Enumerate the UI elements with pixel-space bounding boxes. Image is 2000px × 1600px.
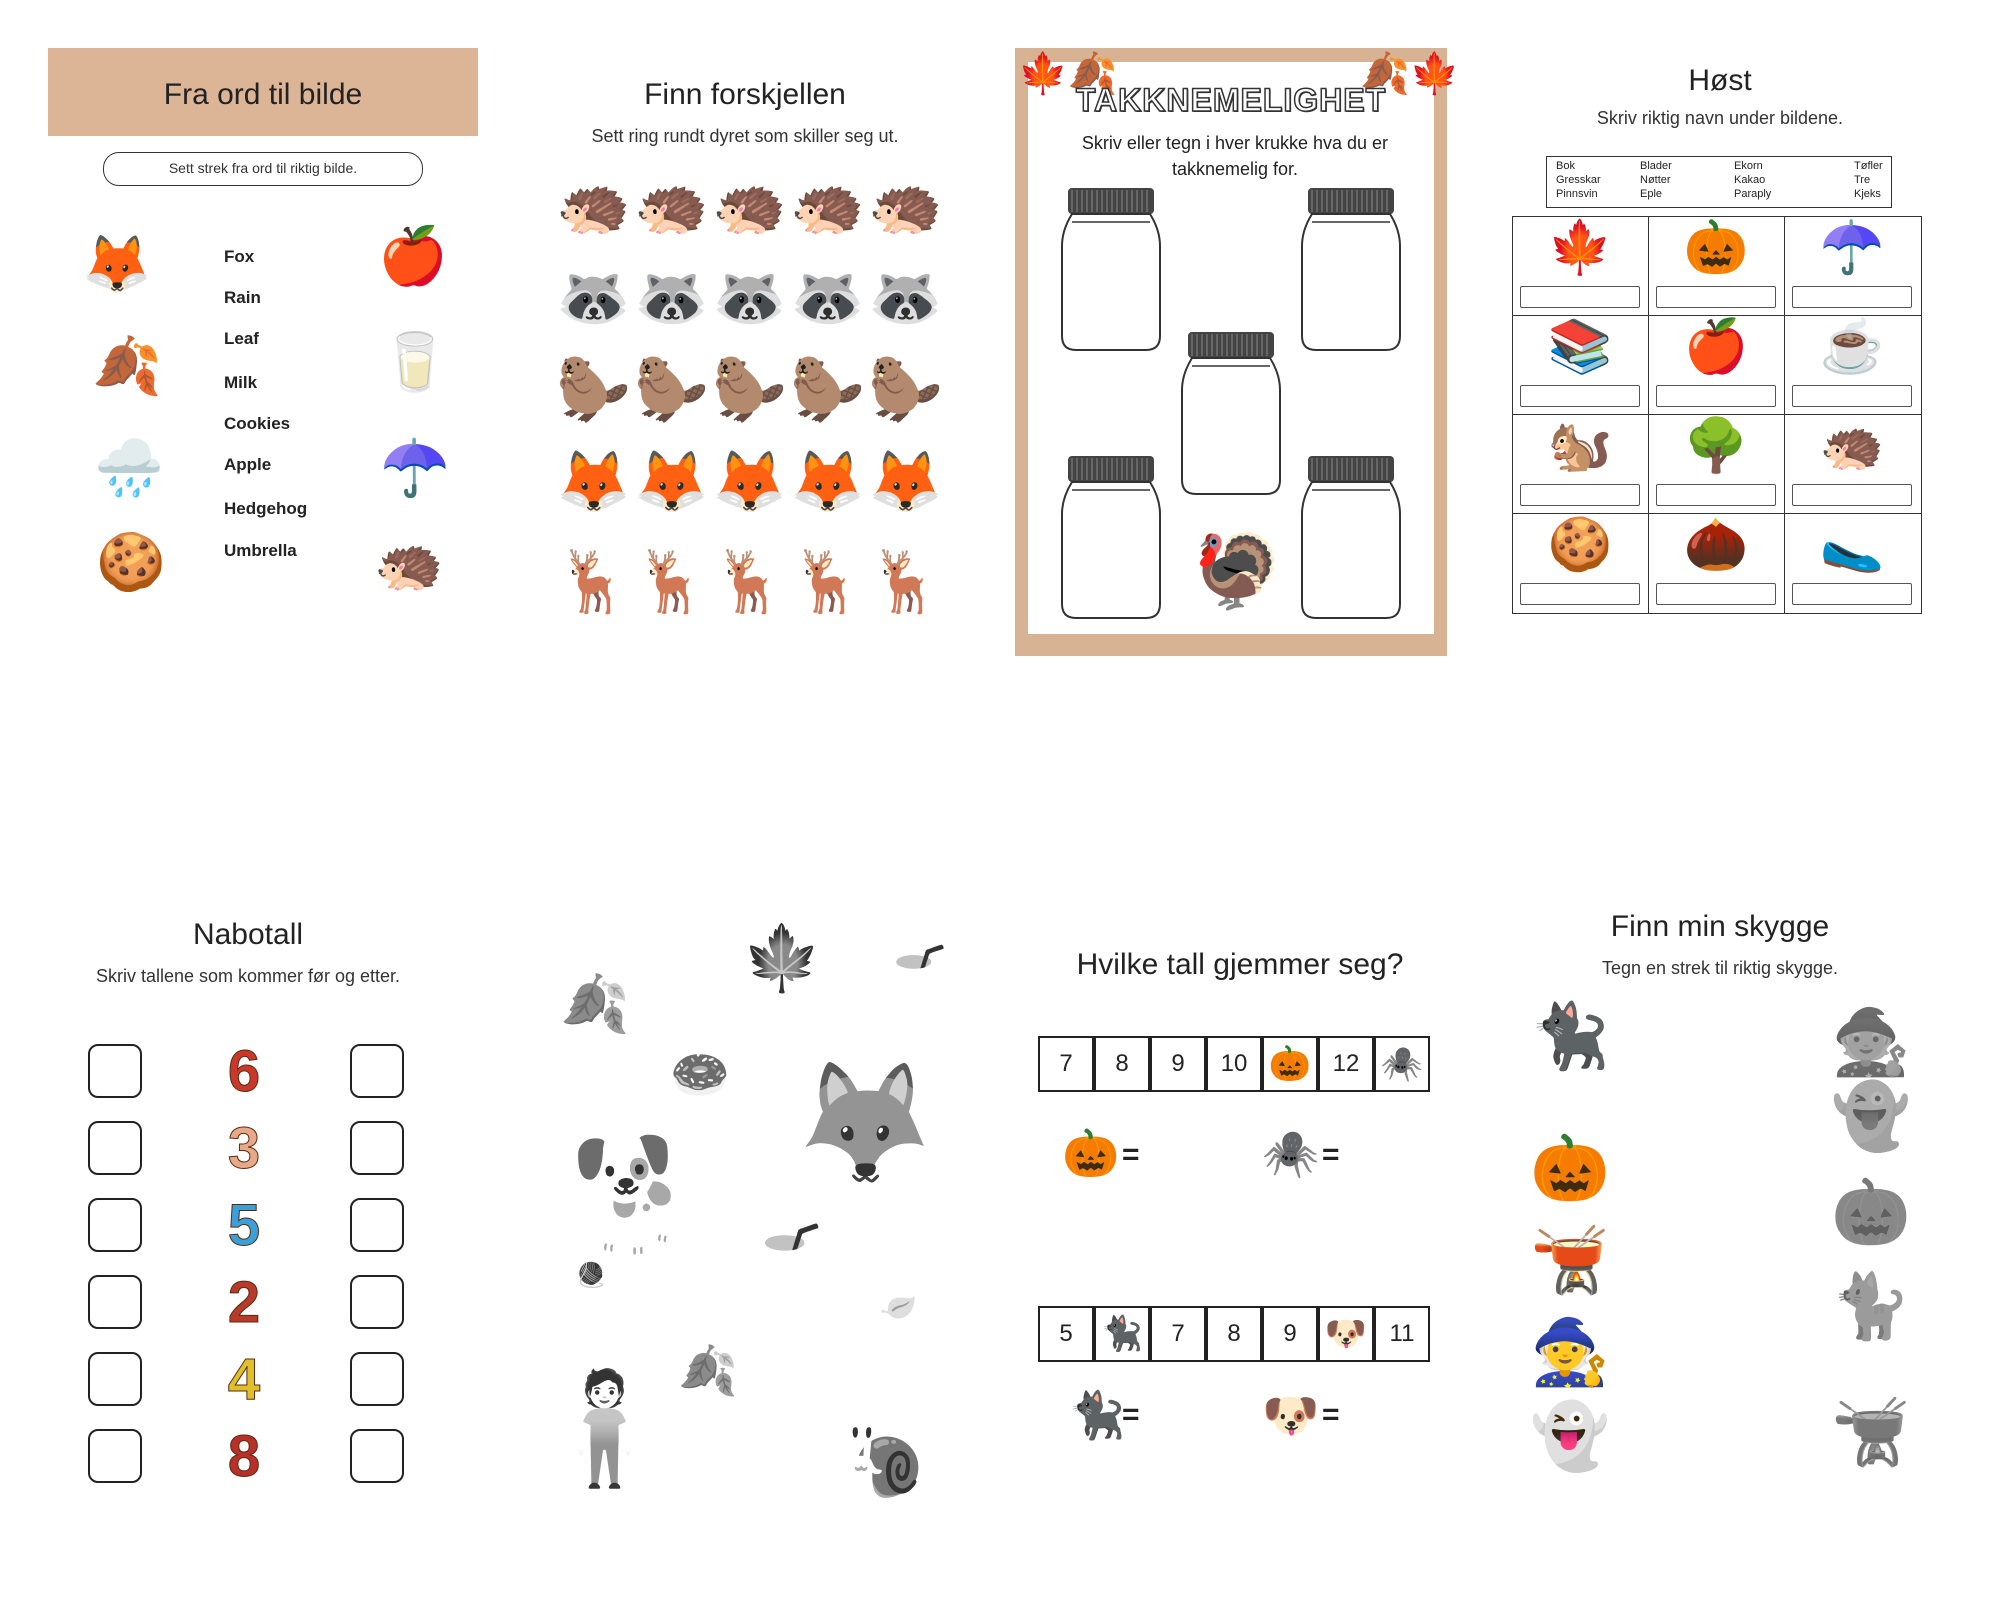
- coloring-sketch-icon: 🧍: [536, 1367, 673, 1490]
- fox-icon: 🦊: [82, 232, 152, 295]
- host-name-field: [1656, 385, 1776, 407]
- host-picture-icon: 🌰: [1683, 516, 1749, 574]
- word-umbrella: Umbrella: [224, 541, 297, 560]
- silhouette-icon: 🐈: [1831, 1270, 1911, 1342]
- ws2-animal-icon: 🦊: [634, 448, 709, 515]
- ws8-instruction: Tegn en strek til riktig skygge.: [1601, 958, 1839, 978]
- coloring-sketch-icon: 🥤: [874, 944, 954, 1016]
- eq1-equals-a: =: [1122, 1138, 1140, 1171]
- ws1-title: Fra ord til bilde: [163, 78, 363, 111]
- ws2-animal-icon: 🦫: [868, 356, 943, 423]
- ws2-animal-icon: 🦌: [634, 548, 709, 615]
- word-milk: Milk: [224, 373, 258, 392]
- ws2-animal-icon: 🦝: [790, 264, 865, 331]
- ws2-animal-icon: 🦊: [556, 448, 631, 515]
- coloring-sketch-icon: 🐌: [834, 1423, 934, 1512]
- before-answer-box: [88, 1044, 142, 1098]
- ws2-animal-icon: 🦝: [556, 264, 631, 331]
- umbrella-icon: ☂️: [380, 436, 450, 499]
- number-cell: 5: [1038, 1306, 1094, 1362]
- spider-eq-icon: 🕷️: [1262, 1127, 1320, 1179]
- ws2-animal-icon: 🦫: [556, 356, 631, 423]
- number-cell: 🐈‍⬛: [1094, 1306, 1150, 1362]
- halloween-item-icon: 🐈‍⬛: [1530, 1000, 1610, 1072]
- host-picture-icon: ☕: [1819, 318, 1885, 376]
- word-cookies: Cookies: [224, 414, 291, 433]
- ws2-animal-icon: 🦊: [712, 448, 787, 515]
- number-cell: 10: [1206, 1036, 1262, 1092]
- leafy-number: 8: [227, 1424, 261, 1489]
- ws2-instruction: Sett ring rundt dyret som skiller seg ut.: [591, 126, 899, 146]
- dog-eq-icon: 🐶: [1262, 1389, 1320, 1441]
- after-answer-box: [350, 1044, 404, 1098]
- word-leaf: Leaf: [224, 329, 259, 348]
- host-picture-icon: 🐿️: [1547, 417, 1613, 475]
- number-cell: 🕷️: [1374, 1036, 1430, 1092]
- word-apple: Apple: [224, 455, 272, 474]
- before-answer-box: [88, 1352, 142, 1406]
- ws2-animal-icon: 🦫: [634, 356, 709, 423]
- number-cell: 9: [1262, 1306, 1318, 1362]
- host-name-field: [1520, 484, 1640, 506]
- halloween-item-icon: 🎃: [1530, 1132, 1610, 1204]
- host-name-field: [1520, 385, 1640, 407]
- word-hedgehog: Hedgehog: [224, 499, 308, 518]
- cat-eq-icon: 🐈‍⬛: [1068, 1389, 1126, 1441]
- eq2-equals-a: =: [1122, 1398, 1140, 1431]
- coloring-sketch-icon: 🐕: [570, 1133, 707, 1256]
- wordbank-word: Eple: [1640, 188, 1663, 200]
- before-answer-box: [88, 1121, 142, 1175]
- before-answer-box: [88, 1275, 142, 1329]
- ws4-instruction: Skriv riktig navn under bildene.: [1596, 108, 1844, 128]
- jar-outline: [1058, 186, 1164, 354]
- wordbank-word: Tre: [1854, 174, 1871, 186]
- ws2-animal-icon: 🦔: [790, 172, 865, 239]
- coloring-sketch-icon: 🍂: [678, 1345, 738, 1398]
- after-answer-box: [350, 1429, 404, 1483]
- turkey-icon: 🦃: [1192, 532, 1282, 612]
- wordbank-word: Kjeks: [1854, 188, 1881, 200]
- ws2-animal-icon: 🦌: [868, 548, 943, 615]
- wordbank-word: Ekorn: [1734, 160, 1763, 172]
- coloring-sketch-icon: 🍂: [560, 972, 630, 1035]
- ws2-animal-icon: 🦔: [556, 172, 631, 239]
- jar-outline: [1058, 454, 1164, 622]
- coloring-sketch-icon: 🥤: [740, 1224, 830, 1304]
- ws8-title: Finn min skygge: [1610, 910, 1830, 943]
- ws2-animal-icon: 🦫: [712, 356, 787, 423]
- host-picture-icon: 🍪: [1547, 516, 1613, 574]
- ws2-animal-icon: 🦌: [556, 548, 631, 615]
- ws4-title: Høst: [1688, 64, 1752, 97]
- number-cell: 7: [1038, 1036, 1094, 1092]
- leafy-number: 4: [227, 1347, 261, 1412]
- eq2-equals-b: =: [1322, 1398, 1340, 1431]
- ws2-animal-icon: 🦝: [712, 264, 787, 331]
- number-cell: 7: [1150, 1306, 1206, 1362]
- host-picture-icon: ☂️: [1819, 219, 1885, 277]
- number-cell: 🐶: [1318, 1306, 1374, 1362]
- ws2-animal-icon: 🦌: [712, 548, 787, 615]
- ws2-animal-icon: 🦫: [790, 356, 865, 423]
- wordbank-word: Paraply: [1734, 188, 1772, 200]
- coloring-sketch-icon: 🧶: [576, 1262, 606, 1289]
- host-name-field: [1656, 583, 1776, 605]
- jar-outline: [1178, 330, 1284, 498]
- ws3-title: TAKKNEMELIGHET: [1075, 82, 1387, 118]
- silhouette-icon: 🫕: [1831, 1396, 1911, 1468]
- coloring-sketch-icon: 🍃: [870, 1267, 928, 1319]
- ws2-title: Finn forskjellen: [644, 78, 846, 111]
- leaves-right-icon: 🍂🍁: [1360, 52, 1460, 96]
- wordbank-word: Pinnsvin: [1556, 188, 1598, 200]
- number-cell: 8: [1094, 1036, 1150, 1092]
- cookies-icon: 🍪: [96, 530, 166, 593]
- ws2-animal-icon: 🦔: [868, 172, 943, 239]
- host-name-field: [1792, 484, 1912, 506]
- ws2-animal-icon: 🦊: [868, 448, 943, 515]
- halloween-item-icon: 🫕: [1530, 1224, 1610, 1296]
- jar-outline: [1298, 454, 1404, 622]
- number-cell: 8: [1206, 1306, 1262, 1362]
- host-name-field: [1656, 484, 1776, 506]
- host-name-field: [1520, 583, 1640, 605]
- host-name-field: [1792, 286, 1912, 308]
- ws2-animal-icon: 🦊: [790, 448, 865, 515]
- host-name-field: [1656, 286, 1776, 308]
- after-answer-box: [350, 1352, 404, 1406]
- halloween-item-icon: 🧙: [1530, 1316, 1610, 1388]
- after-answer-box: [350, 1275, 404, 1329]
- milk-icon: 🥛: [380, 330, 450, 393]
- leafy-number: 2: [227, 1270, 261, 1335]
- coloring-sketch-icon: 🍩: [670, 1049, 730, 1102]
- after-answer-box: [350, 1121, 404, 1175]
- ws2-animal-icon: 🦝: [634, 264, 709, 331]
- host-picture-icon: 📚: [1547, 318, 1613, 376]
- ws5-instruction: Skriv tallene som kommer før og etter.: [95, 966, 401, 986]
- wordbank-word: Tøfler: [1854, 160, 1883, 172]
- after-answer-box: [350, 1198, 404, 1252]
- wordbank-word: Nøtter: [1640, 174, 1671, 186]
- apple-icon: 🍎: [378, 224, 448, 287]
- before-answer-box: [88, 1429, 142, 1483]
- pumpkin-eq-icon: 🎃: [1062, 1127, 1120, 1179]
- ws2-animal-icon: 🦔: [712, 172, 787, 239]
- host-picture-icon: 🌳: [1683, 417, 1749, 475]
- host-picture-icon: 🍁: [1547, 219, 1613, 277]
- coloring-sketch-icon: 🦊: [790, 1057, 940, 1191]
- silhouette-icon: 👻: [1831, 1080, 1911, 1152]
- wordbank-word: Gresskar: [1556, 174, 1601, 186]
- host-picture-icon: 🦔: [1819, 417, 1885, 475]
- number-cell: 9: [1150, 1036, 1206, 1092]
- wordbank-word: Bok: [1556, 160, 1575, 172]
- number-cell: 11: [1374, 1306, 1430, 1362]
- hedgehog-icon: 🦔: [374, 532, 444, 595]
- leaves-left-icon: 🍁🍂: [1018, 52, 1118, 96]
- ws1-instruction: Sett strek fra ord til riktig bilde.: [168, 160, 358, 176]
- ws7-title: Hvilke tall gjemmer seg?: [1076, 948, 1404, 981]
- leaf-icon: 🍂: [92, 334, 162, 397]
- coloring-sketch-icon: 🍁: [742, 922, 822, 994]
- ws5-title: Nabotall: [192, 918, 304, 951]
- jar-outline: [1298, 186, 1404, 354]
- host-name-field: [1520, 286, 1640, 308]
- ws2-animal-icon: 🦝: [868, 264, 943, 331]
- wordbank-word: Blader: [1640, 160, 1672, 172]
- number-cell: 🎃: [1262, 1036, 1318, 1092]
- before-answer-box: [88, 1198, 142, 1252]
- wordbank-word: Kakao: [1734, 174, 1766, 186]
- silhouette-icon: 🧙: [1831, 1006, 1911, 1078]
- leafy-number: 6: [227, 1039, 261, 1104]
- eq1-equals-b: =: [1322, 1138, 1340, 1171]
- host-picture-icon: 🥿: [1819, 516, 1885, 574]
- word-rain: Rain: [224, 288, 261, 307]
- host-name-field: [1792, 385, 1912, 407]
- halloween-item-icon: 👻: [1530, 1400, 1610, 1472]
- silhouette-icon: 🎃: [1831, 1176, 1911, 1248]
- ws2-animal-icon: 🦔: [634, 172, 709, 239]
- word-fox: Fox: [224, 247, 255, 266]
- host-picture-icon: 🍎: [1683, 318, 1749, 376]
- leafy-number: 5: [227, 1193, 261, 1258]
- host-name-field: [1792, 583, 1912, 605]
- number-cell: 12: [1318, 1036, 1374, 1092]
- rain-icon: 🌧️: [94, 436, 164, 499]
- host-picture-icon: 🎃: [1683, 219, 1749, 277]
- ws2-animal-icon: 🦌: [790, 548, 865, 615]
- leafy-number: 3: [227, 1116, 261, 1181]
- ws3-instruction: Skriv eller tegn i hver krukke hva du er takknemelig for.: [1081, 133, 1389, 179]
